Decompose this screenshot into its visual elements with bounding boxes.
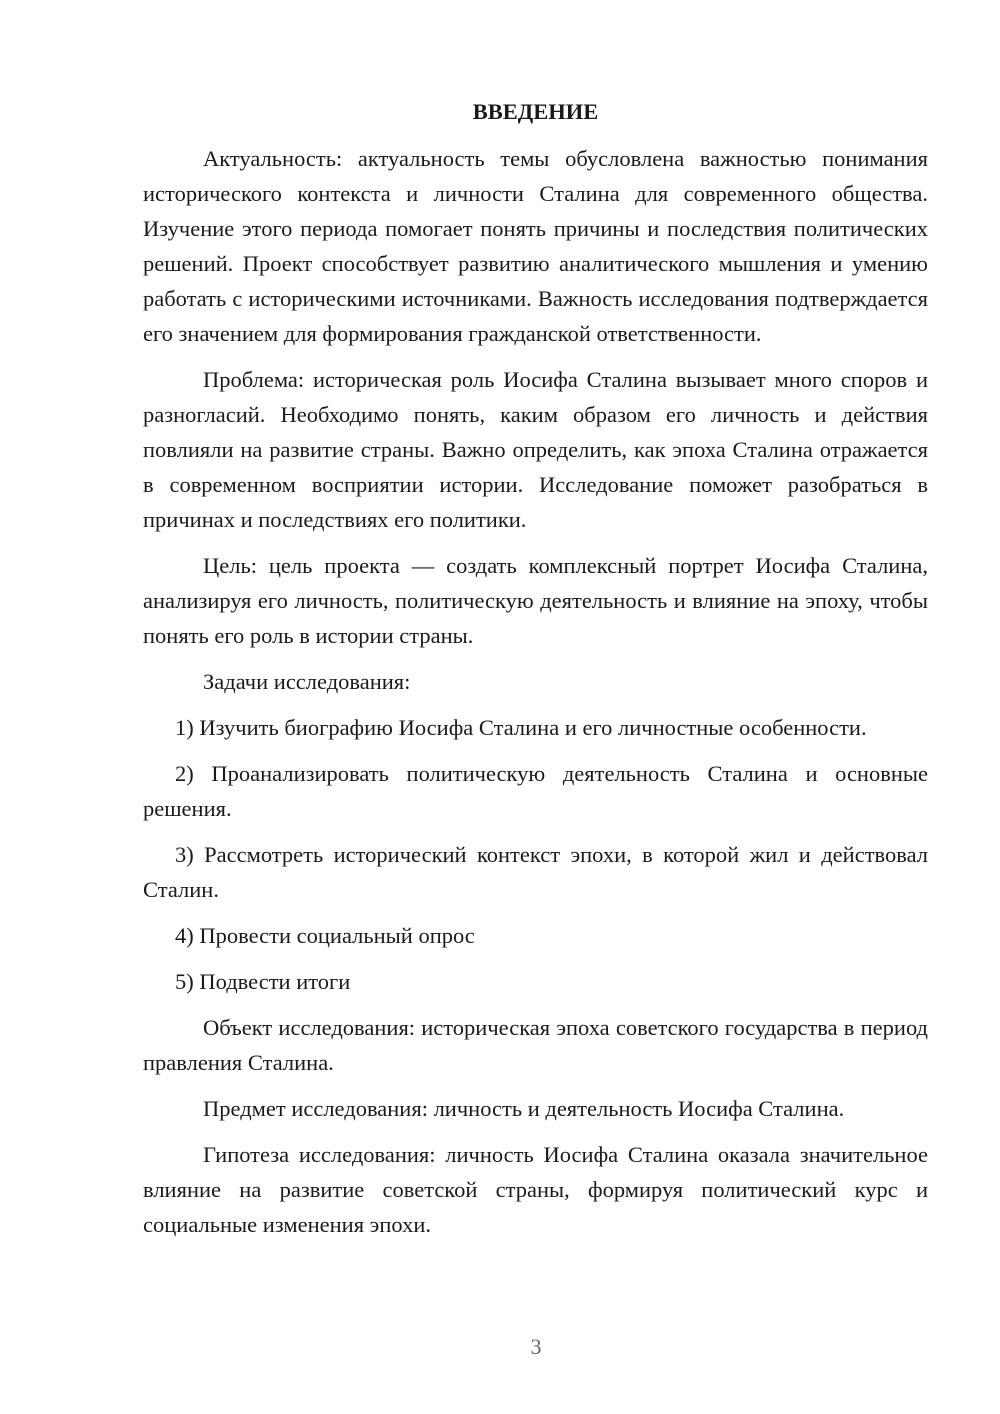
page-number: 3 (530, 1334, 542, 1359)
paragraph-hypothesis: Гипотеза исследования: личность Иосифа Сталина оказала значительное влияние на развитие советской страны, формируя политический курс и социальные изменения эпохи. (143, 1142, 928, 1237)
paragraph-relevance: Актуальность: актуальность темы обусловлена важностью понимания исторического контекста и личности Сталина для современного общества. Изучение этого периода помогает понять причины и последствия политических решений. Проект способствует развитию аналитического мышления и умению работать с историческими источниками. Важность исследования подтверждается его значением для формирования гражданской ответственности. (143, 146, 928, 346)
task-item-3: 3) Рассмотреть исторический контекст эпохи, в которой жил и действовал Сталин. (143, 842, 928, 902)
task-item-1: 1) Изучить биографию Иосифа Сталина и его личностные особенности. (175, 715, 867, 740)
paragraph-subject: Предмет исследования: личность и деятельность Иосифа Сталина. (203, 1096, 845, 1121)
paragraph-object: Объект исследования: историческая эпоха советского государства в период правления Сталина. (143, 1015, 928, 1075)
document-page (143, 94, 928, 1253)
tasks-heading: Задачи исследования: (203, 669, 411, 694)
paragraph-problem: Проблема: историческая роль Иосифа Сталина вызывает много споров и разногласий. Необходимо понять, каким образом его личность и действия повлияли на развитие страны. Важно определить, как эпоха Сталина отражается в современном восприятии истории. Исследование поможет разобраться в причинах и последствиях его политики. (143, 367, 928, 532)
task-item-5: 5) Подвести итоги (175, 969, 351, 994)
task-item-2: 2) Проанализировать политическую деятельность Сталина и основные решения. (143, 761, 928, 821)
paragraph-goal: Цель: цель проекта — создать комплексный портрет Иосифа Сталина, анализируя его личность, политическую деятельность и влияние на эпоху, чтобы понять его роль в истории страны. (143, 553, 928, 648)
task-item-4: 4) Провести социальный опрос (175, 923, 475, 948)
page-title: ВВЕДЕНИЕ (472, 99, 599, 124)
